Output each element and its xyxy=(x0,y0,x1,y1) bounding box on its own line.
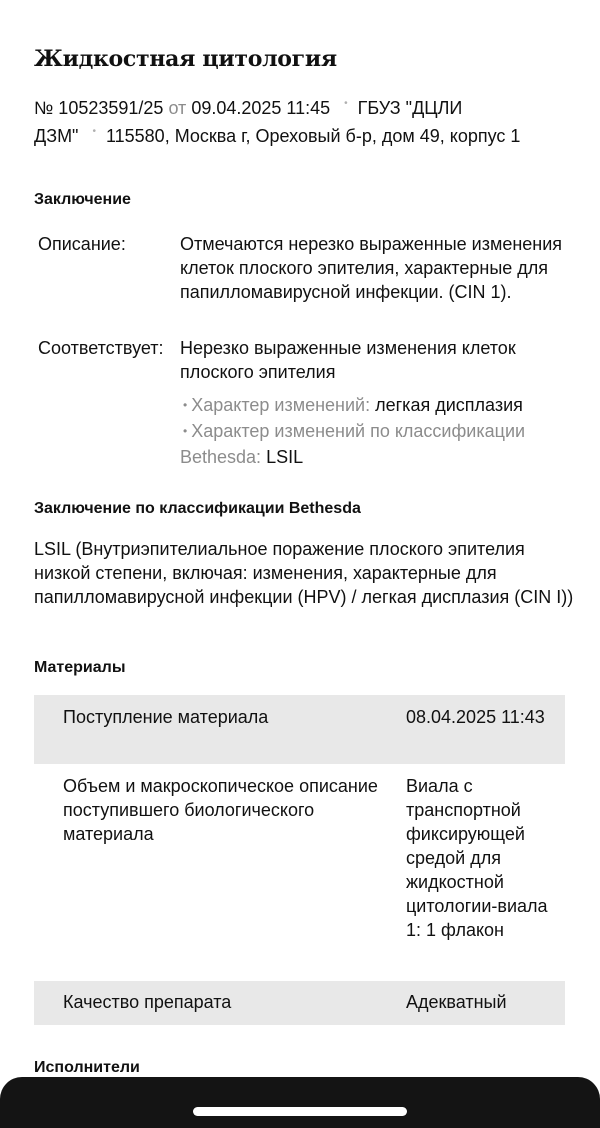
organization-address: 115580, Москва г, Ореховый б-р, дом 49, корпус 1 xyxy=(105,126,521,146)
document-datetime: 09.04.2025 11:45 xyxy=(191,98,331,118)
detail-label: Характер изменений: xyxy=(191,395,371,415)
document-meta xyxy=(34,96,574,152)
detail-value: LSIL xyxy=(266,447,304,467)
table-row xyxy=(34,981,565,1025)
bullet-dot: • xyxy=(183,424,188,438)
row-value: Адекватный xyxy=(406,992,507,1012)
matches-value: Нерезко выраженные изменения клеток плоского эпителия xyxy=(180,338,516,382)
home-indicator[interactable] xyxy=(193,1107,407,1116)
detail-item-bethesda xyxy=(180,419,580,469)
row-value: 08.04.2025 11:43 xyxy=(406,707,545,727)
conclusion-heading: Заключение xyxy=(34,191,131,208)
from-word: от xyxy=(168,98,187,118)
row-value: Виала с транспортной фиксирующей средой для жидкостной цитологии-виала 1: 1 флакон xyxy=(406,776,548,940)
matches-label: Соответствует: xyxy=(38,338,164,358)
organization-name-part2: ДЗМ" xyxy=(34,126,79,146)
bethesda-heading: Заключение по классификации Bethesda xyxy=(34,500,361,517)
table-row xyxy=(34,695,565,764)
conclusion-details xyxy=(180,393,580,469)
separator-dot-2: • xyxy=(92,126,96,137)
row-key: Поступление материала xyxy=(63,707,269,727)
description-label: Описание: xyxy=(38,234,126,254)
bethesda-text: LSIL (Внутриэпителиальное поражение плоского эпителия низкой степени, включая: изменения, характерные для папилломавирусной инфекции (HPV) / легкая дисплазия (CIN I)) xyxy=(34,539,574,607)
materials-table xyxy=(34,695,565,1025)
row-key: Качество препарата xyxy=(63,992,232,1012)
bullet-dot: • xyxy=(183,398,188,412)
executors-heading: Исполнители xyxy=(34,1059,140,1076)
detail-value: легкая дисплазия xyxy=(375,395,523,415)
description-value: Отмечаются нерезко выраженные изменения клеток плоского эпителия, характерные для папилломавирусной инфекции. (CIN 1). xyxy=(180,234,563,302)
row-key: Объем и макроскопическое описание поступившего биологического материала xyxy=(63,776,378,844)
document-number: № 10523591/25 xyxy=(34,98,164,118)
detail-item-change-character xyxy=(180,393,580,419)
materials-heading: Материалы xyxy=(34,659,126,676)
bottom-bar xyxy=(0,1077,600,1128)
table-row xyxy=(34,764,565,981)
page-title: Жидкостная цитология xyxy=(34,46,337,72)
detail-label: Характер изменений по классификации Bethesda: xyxy=(180,421,526,467)
separator-dot-1: • xyxy=(344,98,348,109)
organization-name-part1: ГБУЗ "ДЦЛИ xyxy=(357,98,463,118)
